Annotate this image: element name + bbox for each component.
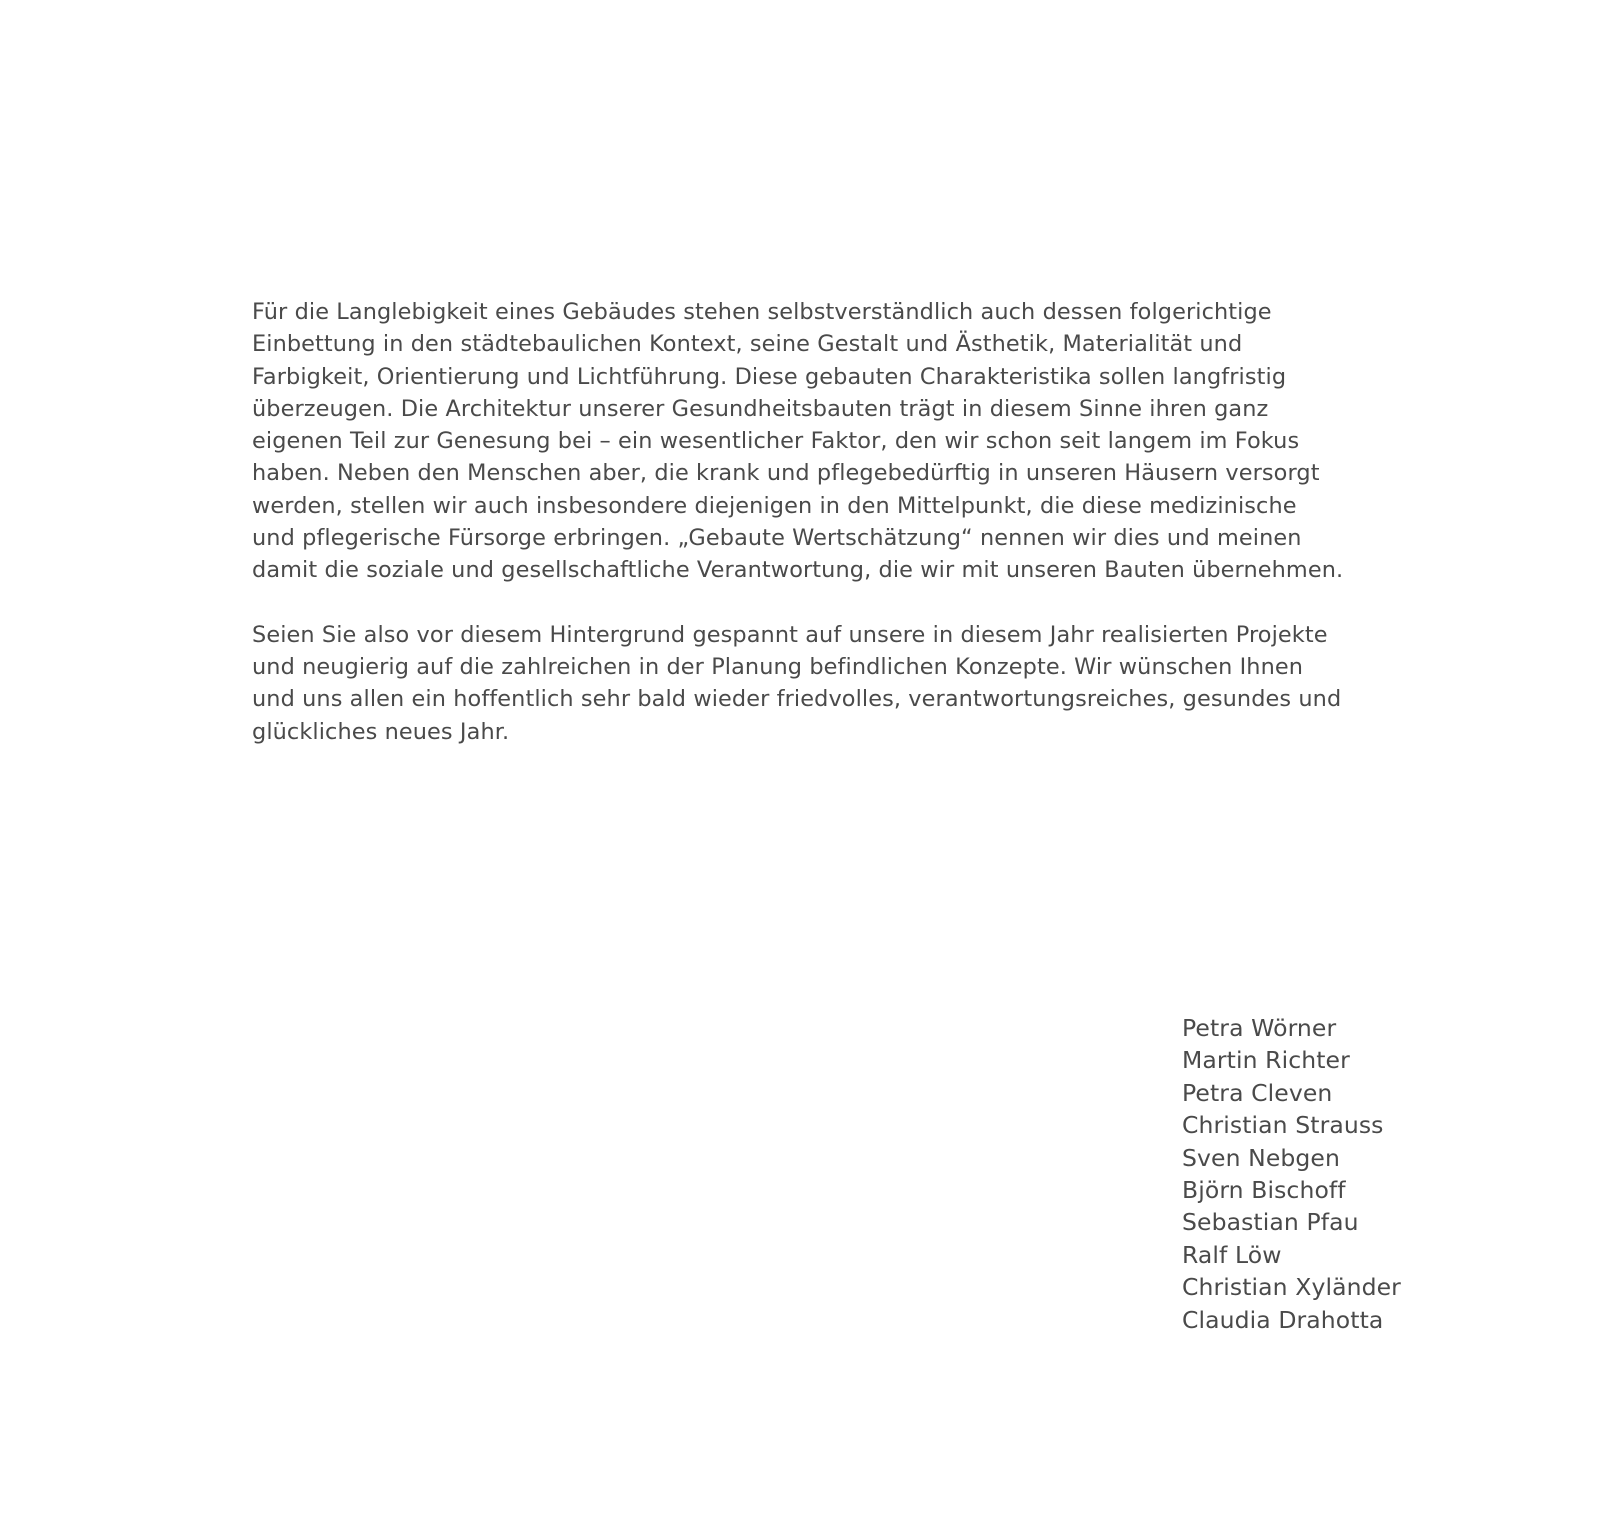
paragraph-line: werden, stellen wir auch insbesondere diejenigen in den Mittelpunkt, die diese medizinische: [252, 492, 1297, 519]
signatory-name: Sebastian Pfau: [1182, 1208, 1359, 1237]
signatory-name: Claudia Drahotta: [1182, 1305, 1384, 1334]
letter-body: [252, 296, 1432, 748]
paragraph-line: Farbigkeit, Orientierung und Lichtführung. Diese gebauten Charakteristika sollen langfristig: [252, 363, 1287, 390]
signatory-name: Petra Wörner: [1182, 1014, 1337, 1042]
paragraph-line: und neugierig auf die zahlreichen in der Planung befindlichen Konzepte. Wir wünschen Ihnen: [252, 653, 1304, 680]
paragraph-1: [252, 296, 1432, 587]
paragraph-line: eigenen Teil zur Genesung bei – ein wesentlicher Faktor, den wir schon seit langem im Fokus: [252, 428, 1300, 455]
signatory-name: Christian Xyländer: [1182, 1273, 1401, 1302]
paragraph-line: überzeugen. Die Architektur unserer Gesundheitsbauten trägt in diesem Sinne ihren ganz: [252, 395, 1269, 422]
signatory-name: Ralf Löw: [1182, 1240, 1282, 1269]
signatory-name: Björn Bischoff: [1182, 1176, 1346, 1205]
paragraph-line: Für die Langlebigkeit eines Gebäudes stehen selbstverständlich auch dessen folgerichtige: [252, 299, 1272, 325]
paragraph-line: und uns allen ein hoffentlich sehr bald wieder friedvolles, verantwortungsreiches, gesundes und: [252, 686, 1342, 713]
paragraph-line: glückliches neues Jahr.: [252, 718, 510, 745]
paragraph-line: und pflegerische Fürsorge erbringen. „Gebaute Wertschätzung“ nennen wir dies und meinen: [252, 525, 1302, 552]
signatory-name: Sven Nebgen: [1182, 1143, 1340, 1172]
paragraph-spacer: [252, 587, 1432, 619]
paragraph-line: damit die soziale und gesellschaftliche Verantwortung, die wir mit unseren Bauten übernehmen.: [252, 557, 1344, 584]
paragraph-line: Seien Sie also vor diesem Hintergrund gespannt auf unsere in diesem Jahr realisierten Projekte: [252, 621, 1328, 648]
paragraph-line: haben. Neben den Menschen aber, die krank und pflegebedürftig in unseren Häusern versorgt: [252, 460, 1320, 487]
signatory-list: [1182, 1012, 1582, 1336]
paragraph-line: Einbettung in den städtebaulichen Kontext, seine Gestalt und Ästhetik, Materialität und: [252, 331, 1243, 358]
signatory-name: Christian Strauss: [1182, 1111, 1384, 1140]
signatory-name: Martin Richter: [1182, 1046, 1350, 1075]
signatory-name: Petra Cleven: [1182, 1078, 1333, 1107]
paragraph-2: [252, 619, 1432, 748]
